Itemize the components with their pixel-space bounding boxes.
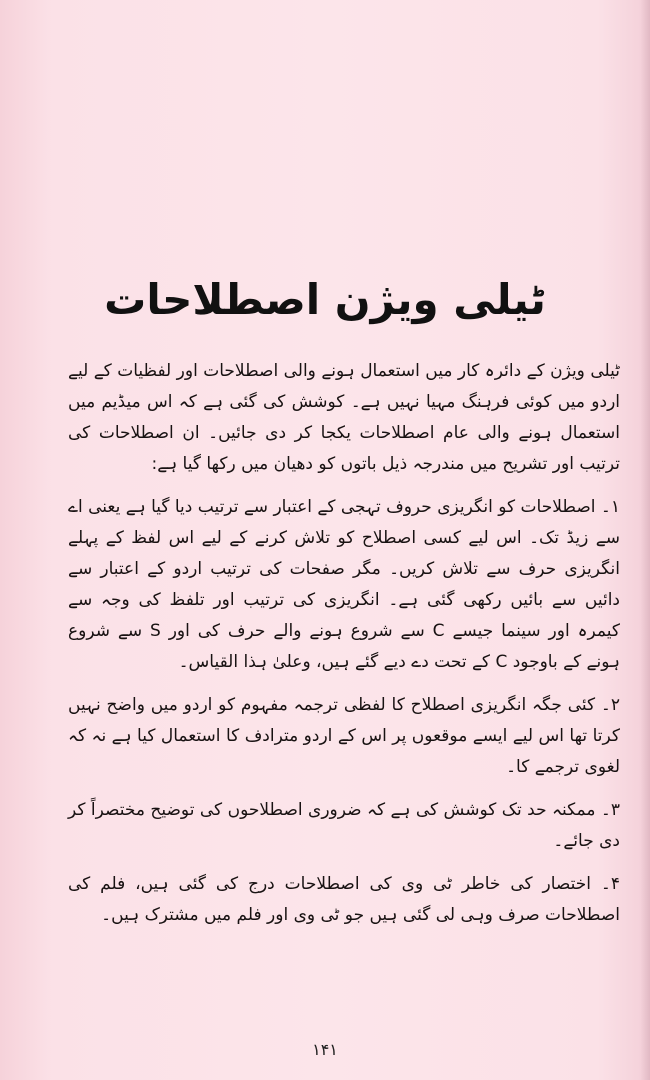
point-2: ۲۔ کئی جگہ انگریزی اصطلاح کا لفظی ترجمہ مفہوم کو اردو میں واضح نہیں کرتا تھا اس لیے ایسے موقعوں پر اس کے اردو مترادف کا استعمال کیا ہے نہ کہ لغوی ترجمے کا۔ (68, 695, 620, 777)
point-3: ۳۔ ممکنہ حد تک کوشش کی ہے کہ ضروری اصطلاحوں کی توضیح مختصراً کر دی جائے۔ (68, 800, 620, 851)
page-number: ۱۴۱ (312, 1040, 338, 1059)
page-spine-shadow (640, 0, 650, 1080)
point-4: ۴۔ اختصار کی خاطر ٹی وی کی اصطلاحات درج کی گئی ہیں، فلم کی اصطلاحات صرف وہی لی گئی ہیں جو ٹی وی اور فلم میں مشترک ہیں۔ (68, 874, 620, 925)
page-title: ٹیلی ویژن اصطلاحات (104, 275, 546, 324)
body-text (68, 356, 620, 931)
intro-paragraph: ٹیلی ویژن کے دائرہ کار میں استعمال ہونے والی اصطلاحات اور لفظیات کے لیے اردو میں کوئی فرہنگ مہیا نہیں ہے۔ کوشش کی گئی ہے کہ اس میڈیم میں استعمال ہونے والی عام اصطلاحات یکجا کر دی جائیں۔ ان اصطلاحات کی ترتیب اور تشریح میں مندرجہ ذیل باتوں کو دھیان میں رکھا گیا ہے: (68, 361, 620, 474)
point-1: ۱۔ اصطلاحات کو انگریزی حروف تہجی کے اعتبار سے ترتیب دیا گیا ہے یعنی اے سے زیڈ تک۔ اس لیے کسی اصطلاح کو تلاش کرنے کے لیے اس لفظ کے پہلے انگریزی حرف سے تلاش کریں۔ مگر صفحات کی ترتیب اردو کے اعتبار سے دائیں سے بائیں رکھی گئی ہے۔ انگریزی کی ترتیب اور تلفظ کی وجہ سے کیمرہ اور سینما جیسے C سے شروع ہونے والے حرف کی اور S سے شروع ہونے کے باوجود C کے تحت دے دیے گئے ہیں، وعلیٰ ہذا القیاس۔ (68, 497, 620, 672)
